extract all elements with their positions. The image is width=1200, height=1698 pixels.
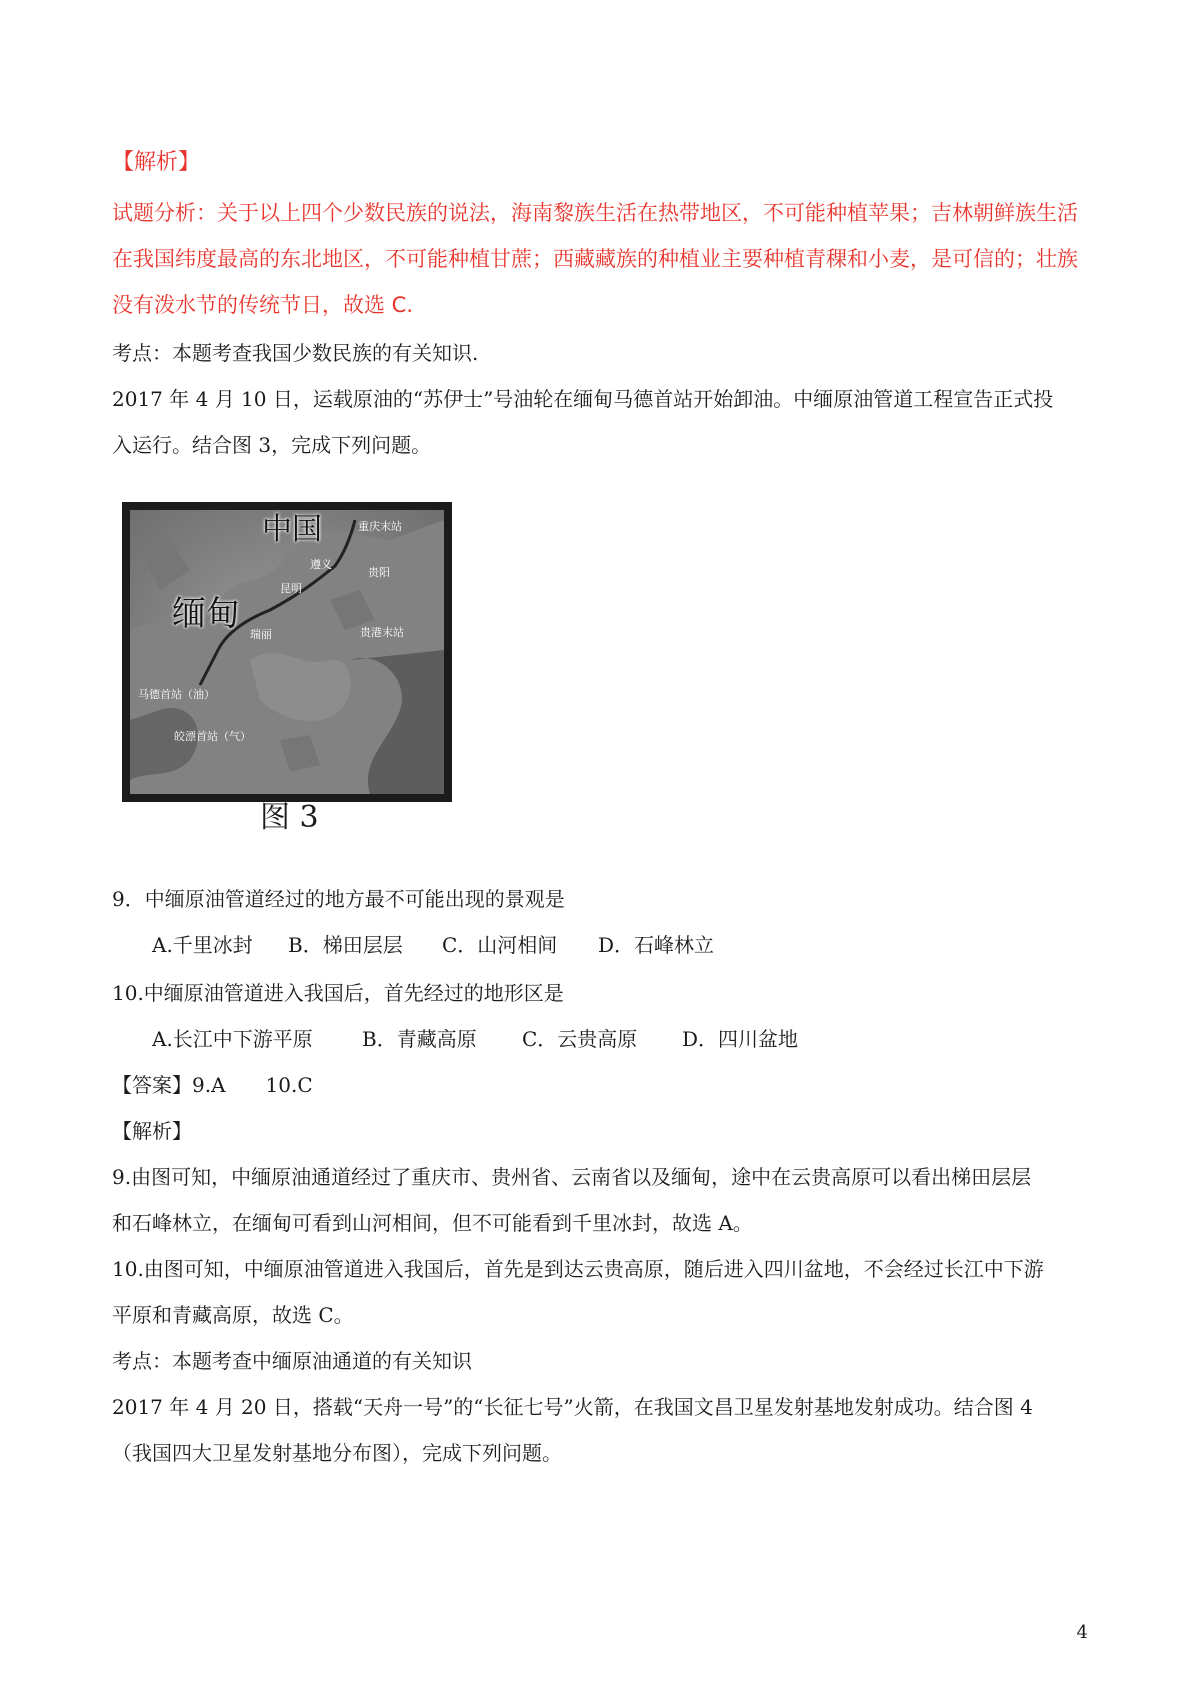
map-label-guigang: 贵港末站 [360,626,404,639]
q9-option-c: C．山河相间 [442,933,558,957]
map-label-zunyi: 遵义 [310,558,332,571]
analysis2-q9-line-1: 9.由图可知，中缅原油通道经过了重庆市、贵州省、云南省以及缅甸，途中在云贵高原可以看出梯田层层 [112,1165,1032,1189]
intro-line-1: 2017 年 4 月 10 日，运载原油的“苏伊士”号油轮在缅甸马德首站开始卸油。中缅原油管道工程宣告正式投 [112,387,1054,411]
answer-line: 【答案】9.A 10.C [112,1073,313,1097]
analysis-heading-2: 【解析】 [112,1119,192,1143]
q9-option-a: A.千里冰封 [152,933,253,957]
analysis-heading: 【解析】 [112,150,201,175]
page-number: 4 [1076,1622,1088,1643]
figure-caption: 图 3 [260,800,319,835]
map-image [130,510,444,794]
map-label-guiyang: 贵阳 [368,566,390,579]
q10-option-a: A.长江中下游平原 [152,1027,313,1051]
map-label-myanmar: 缅甸 [172,594,240,634]
analysis-line-3: 没有泼水节的传统节日，故选 C. [112,293,414,317]
intro2-line-1: 2017 年 4 月 20 日，搭载“天舟一号”的“长征七号”火箭，在我国文昌卫星发射基地发射成功。结合图 4 [112,1395,1033,1419]
analysis-line-2: 在我国纬度最高的东北地区，不可能种植甘蔗；西藏藏族的种植业主要种植青稞和小麦，是可信的；壮族 [112,247,1078,271]
map-label-jiaopiao: 皎漂首站（气） [174,730,251,743]
intro2-line-2: （我国四大卫星发射基地分布图），完成下列问题。 [112,1441,562,1465]
map-label-chongqing: 重庆末站 [358,520,402,533]
kaodian-1: 考点：本题考查我国少数民族的有关知识. [112,341,479,365]
q10-option-c: C．云贵高原 [522,1027,638,1051]
q9-stem: 9．中缅原油管道经过的地方最不可能出现的景观是 [112,887,565,911]
kaodian-2: 考点：本题考查中缅原油通道的有关知识 [112,1349,472,1373]
figure-3-map [110,496,462,835]
q9-options [152,932,714,958]
intro-line-2: 入运行。结合图 3，完成下列问题。 [112,433,432,457]
analysis2-q10-line-2: 平原和青藏高原，故选 C。 [112,1303,354,1327]
q9-option-d: D．石峰林立 [598,933,715,957]
analysis-line-1: 试题分析：关于以上四个少数民族的说法，海南黎族生活在热带地区，不可能种植苹果；吉林朝鲜族生活 [112,201,1078,225]
map-label-kunming: 昆明 [280,582,302,595]
q9-option-b: B．梯田层层 [288,933,403,957]
map-label-ruili: 瑞丽 [250,628,272,641]
map-label-made: 马德首站（油） [138,688,215,701]
q10-options [152,1026,798,1052]
q10-option-b: B．青藏高原 [362,1027,477,1051]
q10-option-d: D．四川盆地 [682,1027,799,1051]
q10-stem: 10.中缅原油管道进入我国后，首先经过的地形区是 [112,981,564,1005]
map-label-china: 中国 [262,512,322,547]
analysis2-q10-line-1: 10.由图可知，中缅原油管道进入我国后，首先是到达云贵高原，随后进入四川盆地，不会经过长江中下游 [112,1257,1044,1281]
analysis2-q9-line-2: 和石峰林立，在缅甸可看到山河相间，但不可能看到千里冰封，故选 A。 [112,1211,753,1235]
